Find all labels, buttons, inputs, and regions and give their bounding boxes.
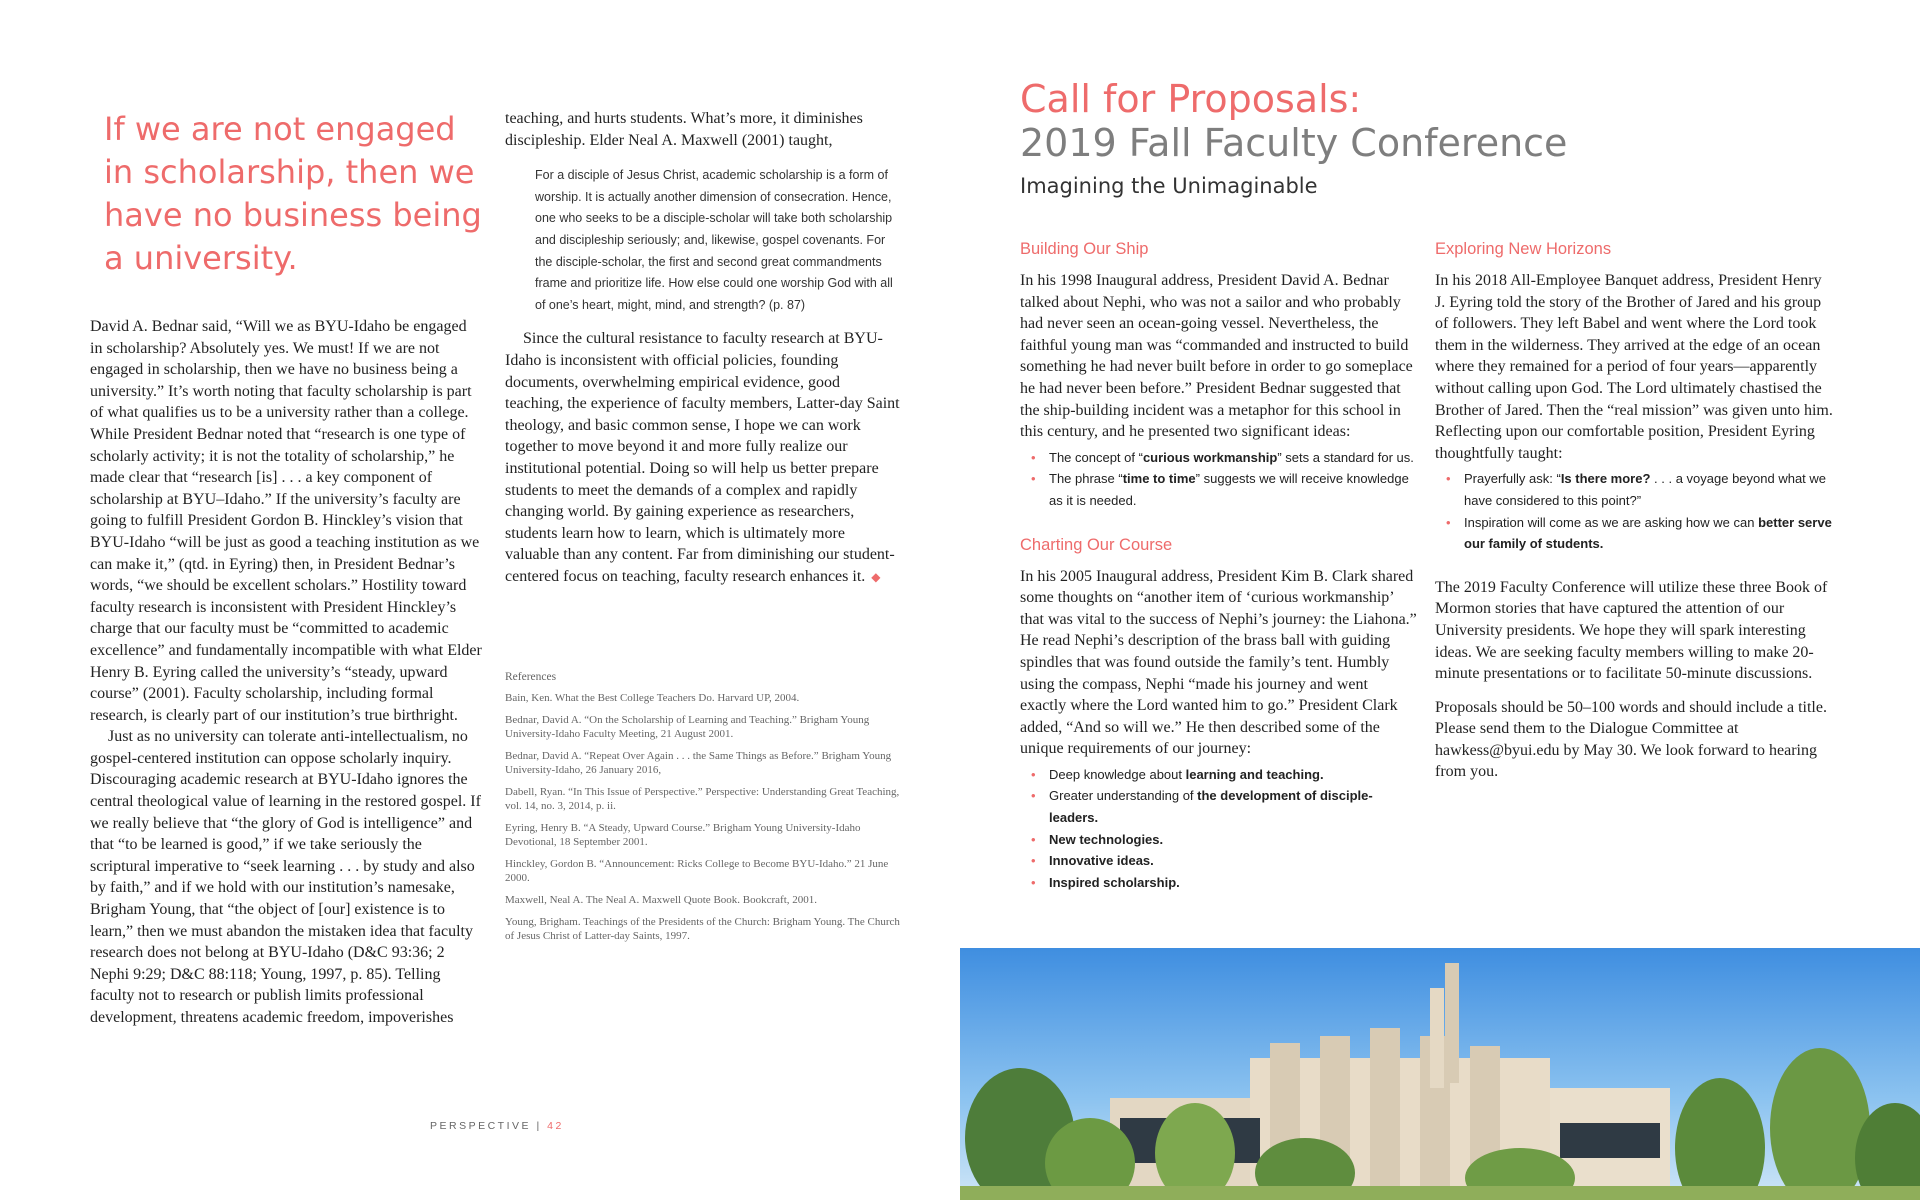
list-item [1020, 829, 1418, 851]
block-quote [535, 165, 900, 316]
bullet-bold: Innovative ideas. [1049, 853, 1154, 869]
bullet-text: ” suggests we will receive knowledge as it is needed. [1049, 471, 1409, 508]
bullet-bold: the development of disciple-leaders. [1049, 788, 1373, 826]
bullet-icon: • [1446, 514, 1451, 530]
right-column-1 [1020, 238, 1418, 893]
page-title-line-1: Call for Proposals: [1020, 77, 1362, 121]
paragraph: teaching, and hurts students. What’s more, it diminishes discipleship. Elder Neal A. Maxwell (2001) taught, [505, 110, 863, 149]
bullet-icon: • [1446, 471, 1451, 487]
bullet-bold: Inspired scholarship. [1049, 874, 1180, 890]
right-page [960, 0, 1920, 1200]
bullet-bold: New technologies. [1049, 831, 1164, 847]
bullet-icon: • [1031, 788, 1036, 804]
bullet-icon: • [1031, 831, 1036, 847]
footer-separator: | [536, 1120, 542, 1132]
paragraph [505, 328, 900, 588]
list-item [1435, 512, 1833, 555]
section-body: In his 2005 Inaugural address, President Kim B. Clark shared some thoughts on “another item of ‘curious workmanship’ that was vital to the success of Nephi’s journey: the Liahona.” He read Nephi’s description of the brass ball with guiding spindles that was found outside the family’s tent. Humbly using the compass, Nephi “made his journey and went exactly where the Lord wanted him to go.” President Clark added, “And so will we.” He then described some of the unique requirements of our journey: [1020, 567, 1417, 758]
list-item [1435, 468, 1833, 511]
end-mark-icon: ◆ [871, 569, 881, 584]
page-subtitle: Imagining the Unimaginable [1020, 174, 1318, 198]
left-column-2 [505, 108, 900, 588]
reference-item: Hinckley, Gordon B. “Announcement: Ricks College to Become BYU-Idaho.” 21 June 2000. [505, 858, 889, 884]
left-column-1 [90, 316, 482, 1029]
closing-paragraph: The 2019 Faculty Conference will utilize these three Book of Mormon stories that have captured the attention of our University presidents. We hope they will spark interesting ideas. We are seeking faculty members willing to make 20-minute presentations or to facilitate 50-minute discussions. [1435, 578, 1828, 683]
bullet-bold: better serve our family of students. [1464, 514, 1832, 552]
bullet-bold: Is there more? [1560, 471, 1651, 487]
list-item [1020, 785, 1418, 828]
bullet-text: The concept of “ [1049, 449, 1143, 465]
references [505, 670, 900, 951]
section-body: In his 1998 Inaugural address, President David A. Bednar talked about Nephi, who was not a sailor and who probably had never seen an ocean-going vessel. Nevertheless, the faithful young man was “commanded and instructed to build something he had never built before in order to go someplace he had never been before.” President Bednar suggested that the ship-building incident was a metaphor for this school in this century, and he presented two significant ideas: [1020, 272, 1413, 441]
references-heading: References [505, 671, 557, 683]
page-number: 42 [547, 1120, 564, 1132]
bullet-text: Inspiration will come as we are asking how we can [1464, 514, 1759, 530]
list-item [1020, 447, 1418, 469]
paragraph: Just as no university can tolerate anti-intellectualism, no gospel-centered institution can oppose scholarly inquiry. Discouraging academic research at BYU-Idaho ignores the central theological value of learning in the restored gospel. If we really believe that “the glory of God is intelligence” and that “to be learned is good,” if we take seriously the scriptural imperative to “seek learning . . . by study and also by faith,” and if we hold with our institution’s namesake, Brigham Young, that “the object of [our] existence is to learn,” then we must abandon the mistaken idea that faculty research does not belong at BYU-Idaho (D&C 93:36; 2 Nephi 9:29; D&C 88:118; Young, 1997, p. 85). Telling faculty not to research or publish limits professional development, threatens academic freedom, impoverishes [90, 728, 481, 1026]
bullet-text: The phrase “ [1049, 471, 1123, 487]
bullet-bold: time to time [1122, 471, 1196, 487]
reference-item: Bain, Ken. What the Best College Teachers Do. Harvard UP, 2004. [505, 692, 800, 704]
paragraph: David A. Bednar said, “Will we as BYU-Idaho be engaged in scholarship? Absolutely yes. We must! If we are not engaged in scholarship, then we have no business being a university.” It’s worth noting that faculty scholarship is part of what qualifies us to be a university rather than a college. While President Bednar noted that “research is one type of scholarly activity; it is not the totality of scholarship,” he made clear that “research [is] . . . a key component of scholarship at BYU–Idaho.” If the university’s faculty are going to fulfill President Gordon B. Hinckley’s vision that BYU-Idaho “will be just as good a teaching institution as we can make it,” (qtd. in Eyring) then, in President Bednar’s words, “we should be excellent scholars.” Hostility toward faculty research is inconsistent with President Hinckley’s charge that our faculty must be “committed to academic excellence” and fundamentally incompatible with what Elder Henry B. Eyring called the university’s “steady, upward course” (2001). Faculty scholarship, including formal research, is clearly part of our institution’s true birthright. [90, 318, 482, 724]
bullet-text: Prayerfully ask: “ [1464, 471, 1561, 487]
section-heading: Exploring New Horizons [1435, 240, 1612, 258]
building-photo [960, 948, 1920, 1200]
bullet-text: Greater understanding of [1049, 788, 1198, 804]
list-item [1020, 872, 1418, 894]
list-item [1020, 764, 1418, 786]
section-heading: Charting Our Course [1020, 535, 1173, 554]
reference-item: Young, Brigham. Teachings of the Presidents of the Church: Brigham Young. The Church of Jesus Christ of Latter-day Saints, 1997. [505, 916, 900, 942]
bullet-text: . . . a voyage beyond what we have considered to this point?” [1464, 471, 1827, 508]
block-quote-text: For a disciple of Jesus Christ, academic scholarship is a form of worship. It is actually another dimension of consecration. Hence, one who seeks to be a disciple-scholar will take both scholarship and discipleship seriously; and, likewise, gospel covenants. For the disciple-scholar, the first and second great commandments frame and prioritize life. How else could one worship God with all of one’s heart, might, mind, and strength? (p. 87) [535, 168, 893, 312]
bullet-list [1020, 447, 1418, 512]
closing-paragraph: Proposals should be 50–100 words and should include a title. Please send them to the Dialogue Committee at hawkess@byui.edu by May 30. We look forward to hearing from you. [1435, 698, 1827, 781]
paragraph-text: Since the cultural resistance to faculty research at BYU-Idaho is inconsistent with official policies, founding documents, overwhelming empirical evidence, good teaching, the experience of faculty members, Latter-day Saint theology, and basic common sense, I hope we can work together to move beyond it and more fully realize our institutional potential. Doing so will help us better prepare students to meet the demands of a complex and rapidly changing world. By gaining experience as researchers, students learn how to learn, which is ultimately more valuable than any content. Far from diminishing our student-centered focus on teaching, faculty research enhances it. [505, 330, 900, 585]
bullet-list [1435, 468, 1833, 554]
bullet-icon: • [1031, 449, 1036, 465]
list-item [1020, 850, 1418, 872]
bullet-icon: • [1031, 471, 1036, 487]
bullet-bold: learning and teaching. [1185, 766, 1324, 782]
page-footer [430, 1120, 564, 1132]
bullet-bold: curious workmanship [1142, 449, 1278, 465]
reference-item: Dabell, Ryan. “In This Issue of Perspective.” Perspective: Understanding Great Teaching, vol. 14, no. 3, 2014, p. ii. [505, 786, 900, 812]
bullet-text: ” sets a standard for us. [1277, 449, 1414, 465]
pull-quote: If we are not engaged in scholarship, then we have no business being a university. [104, 110, 482, 277]
reference-item: Bednar, David A. “On the Scholarship of Learning and Teaching.” Brigham Young University-Idaho Faculty Meeting, 21 August 2001. [505, 714, 870, 740]
section-heading: Building Our Ship [1020, 240, 1149, 258]
footer-label: PERSPECTIVE [430, 1120, 532, 1132]
bullet-icon: • [1031, 874, 1036, 890]
list-item [1020, 468, 1418, 511]
bullet-text: Deep knowledge about [1049, 766, 1186, 782]
reference-item: Bednar, David A. “Repeat Over Again . . . the Same Things as Before.” Brigham Young University-Idaho, 26 January 2016, [505, 750, 892, 776]
bullet-icon: • [1031, 853, 1036, 869]
building-photo-illustration [960, 948, 1920, 1200]
bullet-list [1020, 764, 1418, 894]
reference-item: Eyring, Henry B. “A Steady, Upward Course.” Brigham Young University-Idaho Devotional, 18 September 2001. [505, 822, 861, 848]
reference-item: Maxwell, Neal A. The Neal A. Maxwell Quote Book. Bookcraft, 2001. [505, 894, 818, 906]
bullet-icon: • [1031, 766, 1036, 782]
right-column-2 [1435, 238, 1833, 783]
page-title-line-2: 2019 Fall Faculty Conference [1020, 121, 1568, 165]
section-body: In his 2018 All-Employee Banquet address, President Henry J. Eyring told the story of the Brother of Jared and his group of followers. They left Babel and went where the Lord took them in the wilderness. They arrived at the edge of an ocean where they remained for a period of four years—apparently without calling upon God. The Lord ultimately chastised the Brother of Jared. Then the “real mission” was given unto him. Reflecting upon our comfortable position, President Eyring thoughtfully taught: [1435, 272, 1833, 462]
